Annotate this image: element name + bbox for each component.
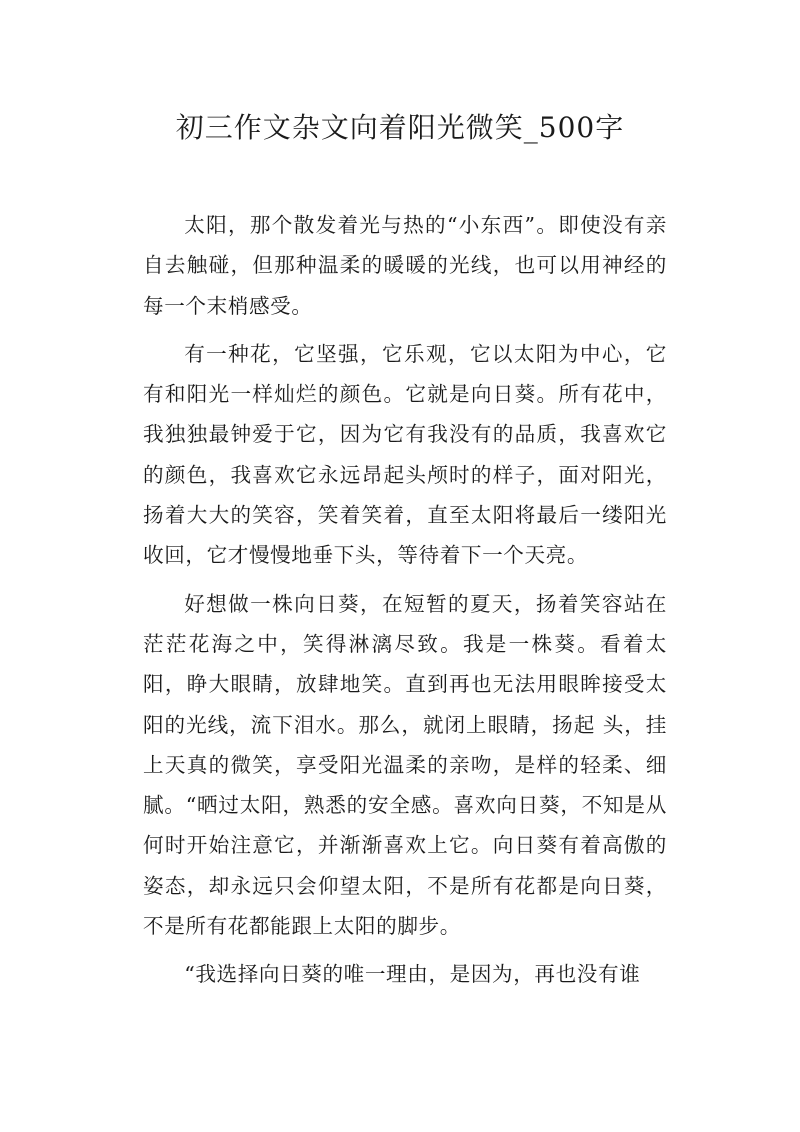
- paragraph-3: 好想做一株向日葵，在短暂的夏天，扬着笑容站在茫茫花海之中，笑得淋漓尽致。我是一株葵。看着太阳，睁大眼睛，放肆地笑。直到再也无法用眼眸接受太阳的光线，流下泪水。那么，就闭上眼睛，扬起 头，挂上天真的微笑，享受阳光温柔的亲吻，是样的轻柔、细腻。“晒过太阳，熟悉的安全感。喜欢向日葵，不知是从何时开始注意它，并渐渐喜欢上它。向日葵有着高傲的姿态，却永远只会仰望太阳，不是所有花都是向日葵，不是所有花都能跟上太阳的脚步。: [143, 591, 667, 939]
- paragraph-4: “我选择向日葵的唯一理由，是因为，再也没有谁: [184, 962, 641, 987]
- document-title: 初三作文杂文向着阳光微笑_500字: [175, 111, 625, 144]
- document-body: [143, 205, 667, 1003]
- paragraph-1: 太阳，那个散发着光与热的“小东西”。即使没有亲自去触碰，但那种温柔的暖暖的光线，也可以用神经的每一个末梢感受。: [143, 213, 667, 318]
- paragraph-2: 有一种花，它坚强，它乐观，它以太阳为中心，它有和阳光一样灿烂的颜色。它就是向日葵。所有花中，我独独最钟爱于它，因为它有我没有的品质，我喜欢它的颜色，我喜欢它永远昂起头颅时的样子，面对阳光，扬着大大的笑容，笑着笑着，直至太阳将最后一缕阳光收回，它才慢慢地垂下头，等待着下一个天亮。: [143, 341, 667, 568]
